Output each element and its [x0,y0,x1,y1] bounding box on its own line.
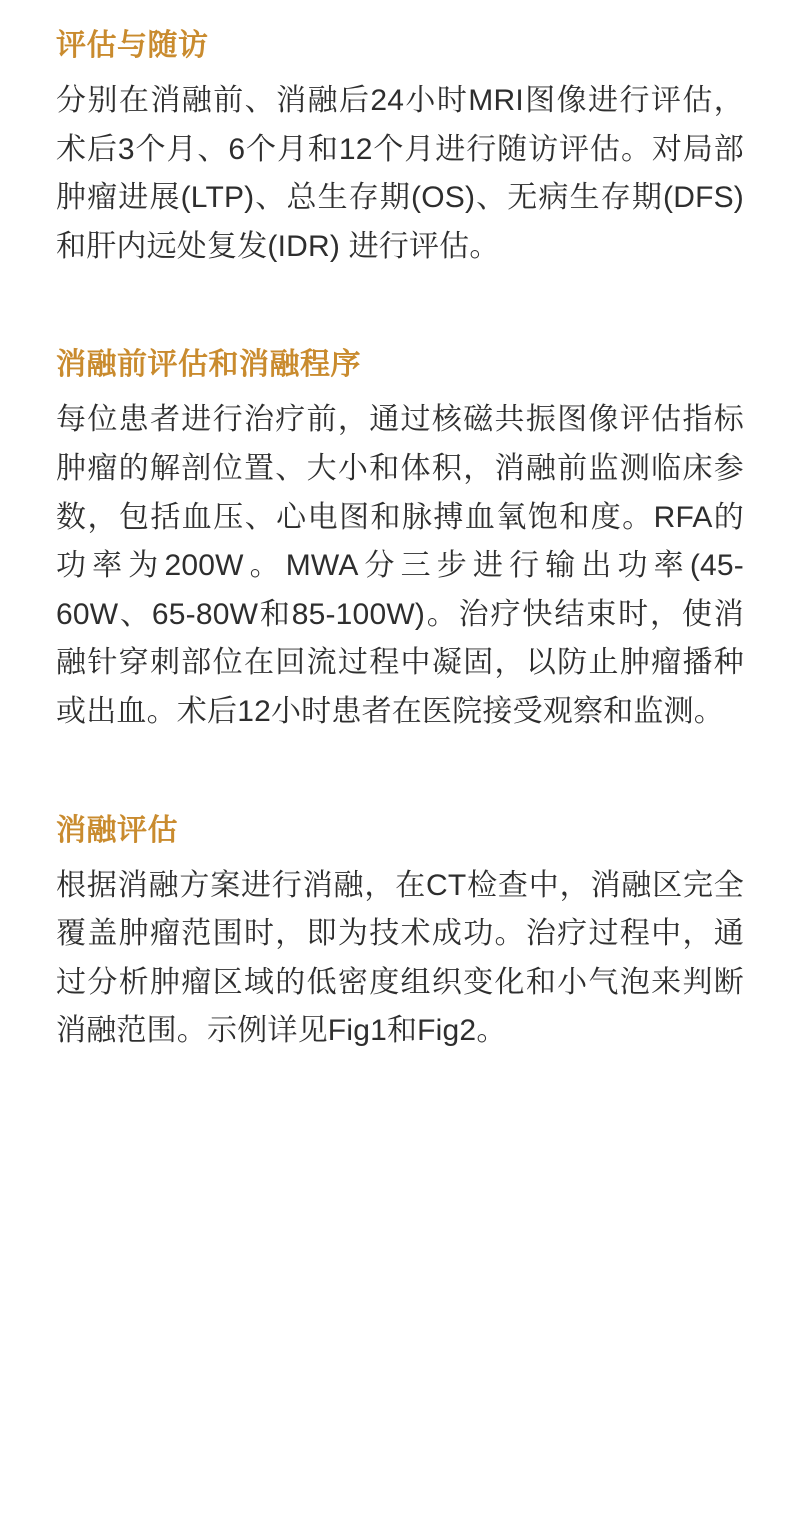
section-body: 分别在消融前、消融后24小时MRI图像进行评估，术后3个月、6个月和12个月进行随访评估。对局部肿瘤进展(LTP)、总生存期(OS)、无病生存期(DFS)和肝内远处复发(IDR) 进行评估。 [56,84,744,263]
section-body: 每位患者进行治疗前，通过核磁共振图像评估指标肿瘤的解剖位置、大小和体积，消融前监测临床参数，包括血压、心电图和脉搏血氧饱和度。RFA的功率为200W。MWA分三步进行输出功率(45-60W、65-80W和85-100W)。治疗快结束时，使消融针穿刺部位在回流过程中凝固，以防止肿瘤播种或出血。术后12小时患者在医院接受观察和监测。 [56,403,744,728]
section-evaluation-followup [56,26,744,271]
section-heading: 消融前评估和消融程序 [56,348,361,382]
section-spacer [56,271,744,345]
section-heading: 消融评估 [56,813,178,847]
section-preablation-assessment [56,345,744,736]
section-ablation-assessment [56,811,744,1056]
section-spacer [56,737,744,811]
section-heading: 评估与随访 [56,29,209,62]
section-body: 根据消融方案进行消融，在CT检查中，消融区完全覆盖肿瘤范围时，即为技术成功。治疗过程中，通过分析肿瘤区域的低密度组织变化和小气泡来判断消融范围。示例详见Fig1和Fig2。 [56,868,744,1048]
